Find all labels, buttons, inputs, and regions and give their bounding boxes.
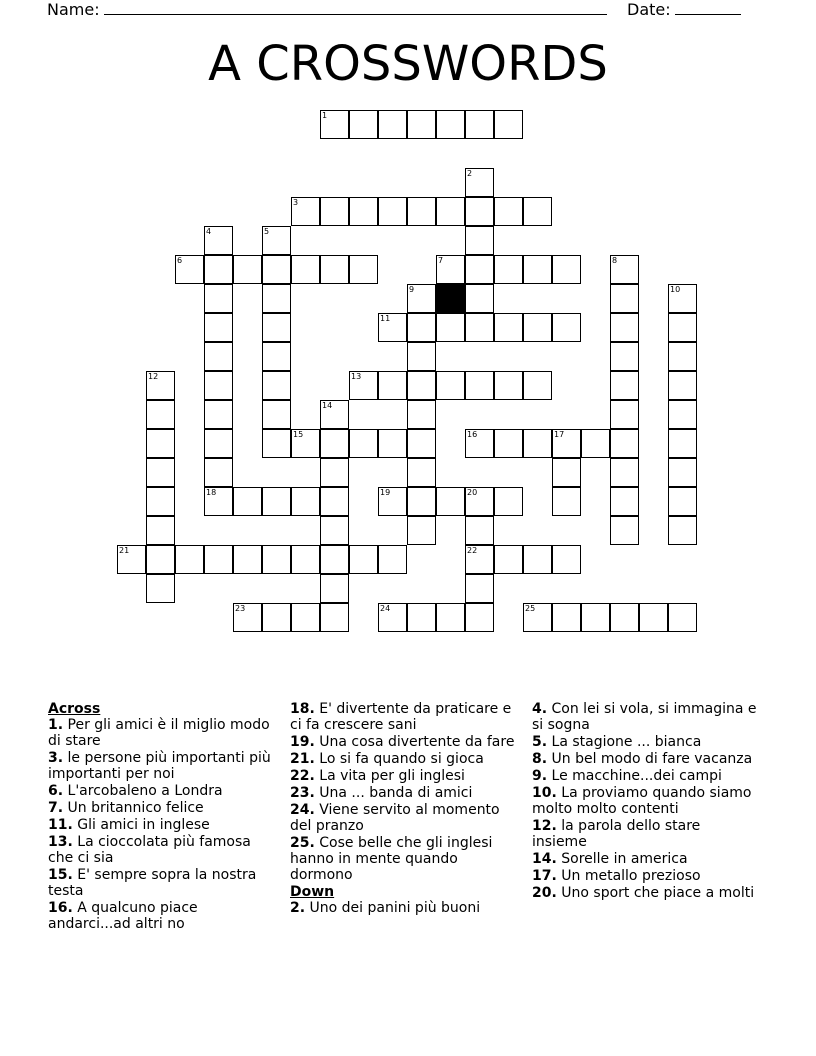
clue-text: E' sempre sopra la nostra testa — [48, 867, 257, 899]
grid-cell[interactable] — [204, 226, 233, 255]
grid-cell[interactable] — [436, 110, 465, 139]
clue-number: 20 — [467, 488, 478, 497]
clue-number: 25 — [525, 604, 536, 613]
clue-number-label: 12. — [532, 818, 557, 834]
grid-cell[interactable] — [320, 255, 349, 284]
grid-cell[interactable] — [552, 603, 581, 632]
grid-cell[interactable] — [668, 487, 697, 516]
grid-cell[interactable] — [610, 516, 639, 545]
clue-text: Lo si fa quando si gioca — [314, 751, 484, 767]
clue — [290, 768, 515, 784]
grid-cell[interactable] — [233, 487, 262, 516]
grid-cell[interactable] — [233, 255, 262, 284]
grid-cell[interactable] — [610, 429, 639, 458]
grid-cell[interactable] — [146, 516, 175, 545]
grid-cell[interactable] — [175, 545, 204, 574]
grid-cell[interactable] — [378, 110, 407, 139]
grid-cell[interactable] — [262, 429, 291, 458]
clue-number-label: 9. — [532, 768, 548, 784]
grid-cell[interactable] — [407, 371, 436, 400]
clue — [532, 885, 757, 901]
grid-cell[interactable] — [552, 487, 581, 516]
grid-cell[interactable] — [465, 574, 494, 603]
grid-cell[interactable] — [378, 313, 407, 342]
grid-cell[interactable] — [262, 487, 291, 516]
clue — [290, 802, 515, 834]
grid-cell[interactable] — [465, 197, 494, 226]
grid-cell[interactable] — [146, 545, 175, 574]
grid-cell[interactable] — [668, 313, 697, 342]
grid-cell[interactable] — [146, 574, 175, 603]
grid-cell[interactable] — [523, 371, 552, 400]
grid-cell[interactable] — [320, 197, 349, 226]
grid-cell[interactable] — [349, 545, 378, 574]
grid-cell[interactable] — [610, 603, 639, 632]
grid-cell[interactable] — [407, 429, 436, 458]
grid-cell[interactable] — [523, 603, 552, 632]
clue-number-label: 5. — [532, 734, 548, 750]
grid-cell[interactable] — [610, 400, 639, 429]
grid-cell[interactable] — [320, 574, 349, 603]
grid-cell[interactable] — [581, 429, 610, 458]
clue-number-label: 15. — [48, 867, 73, 883]
grid-cell[interactable] — [291, 603, 320, 632]
name-label: Name: — [47, 0, 100, 19]
grid-cell[interactable] — [552, 458, 581, 487]
clue-number: 21 — [119, 546, 130, 555]
grid-cell[interactable] — [349, 255, 378, 284]
grid-cell[interactable] — [407, 400, 436, 429]
clue-number-label: 8. — [532, 751, 548, 767]
grid-cell[interactable] — [204, 255, 233, 284]
grid-cell[interactable] — [465, 371, 494, 400]
grid-cell[interactable] — [668, 371, 697, 400]
grid-cell[interactable] — [378, 603, 407, 632]
clue — [290, 734, 515, 750]
grid-cell[interactable] — [610, 458, 639, 487]
clue-number: 13 — [351, 372, 362, 381]
clue-number-label: 22. — [290, 768, 315, 784]
grid-cell[interactable] — [146, 400, 175, 429]
date-field[interactable] — [627, 0, 741, 19]
grid-cell[interactable] — [465, 226, 494, 255]
grid-cell[interactable] — [349, 371, 378, 400]
grid-cell[interactable] — [320, 603, 349, 632]
clue — [290, 900, 515, 916]
clue-text: Uno sport che piace a molti — [556, 885, 755, 901]
grid-cell[interactable] — [407, 342, 436, 371]
grid-cell[interactable] — [204, 400, 233, 429]
clue-number: 18 — [206, 488, 217, 497]
grid-cell[interactable] — [465, 255, 494, 284]
grid-cell[interactable] — [204, 487, 233, 516]
clue — [532, 868, 757, 884]
grid-cell[interactable] — [320, 400, 349, 429]
clue-text: La stagione ... bianca — [547, 734, 702, 750]
grid-cell[interactable] — [436, 313, 465, 342]
grid-cell[interactable] — [233, 603, 262, 632]
clue-text: E' divertente da praticare e ci fa crescere sani — [290, 701, 512, 733]
grid-cell[interactable] — [407, 110, 436, 139]
clue — [532, 751, 757, 767]
grid-cell[interactable] — [175, 255, 204, 284]
grid-cell[interactable] — [610, 255, 639, 284]
grid-cell[interactable] — [436, 255, 465, 284]
clue — [48, 900, 273, 932]
clue-text: La proviamo quando siamo molto molto contenti — [532, 785, 752, 817]
grid-cell[interactable] — [320, 487, 349, 516]
grid-cell[interactable] — [320, 516, 349, 545]
grid-cell[interactable] — [378, 371, 407, 400]
date-label: Date: — [627, 0, 671, 19]
grid-cell[interactable] — [262, 284, 291, 313]
grid-cell[interactable] — [349, 429, 378, 458]
page-title: A CROSSWORDS — [208, 36, 608, 92]
clue-text: le persone più importanti più importanti per noi — [48, 750, 271, 782]
grid-cell[interactable] — [407, 487, 436, 516]
grid-cell[interactable] — [320, 429, 349, 458]
grid-cell[interactable] — [668, 458, 697, 487]
grid-cell[interactable] — [552, 313, 581, 342]
clue-number: 5 — [264, 227, 270, 236]
clue-text: Gli amici in inglese — [72, 817, 210, 833]
grid-cell[interactable] — [146, 429, 175, 458]
clue-text: Un metallo prezioso — [556, 868, 701, 884]
clue — [290, 835, 515, 883]
grid-cell[interactable] — [465, 313, 494, 342]
grid-cell[interactable] — [320, 458, 349, 487]
name-field[interactable] — [47, 0, 607, 19]
clue-number: 4 — [206, 227, 212, 236]
clue-number-label: 3. — [48, 750, 64, 766]
clue-number: 8 — [612, 256, 618, 265]
grid-cell[interactable] — [378, 487, 407, 516]
grid-cell[interactable] — [204, 371, 233, 400]
grid-cell[interactable] — [320, 110, 349, 139]
grid-cell[interactable] — [407, 197, 436, 226]
clue-number: 16 — [467, 430, 478, 439]
grid-cell[interactable] — [523, 313, 552, 342]
grid-cell[interactable] — [523, 197, 552, 226]
clue-text: La vita per gli inglesi — [314, 768, 465, 784]
clue-text: Una ... banda di amici — [314, 785, 473, 801]
grid-cell[interactable] — [610, 284, 639, 313]
grid-cell[interactable] — [668, 603, 697, 632]
grid-cell[interactable] — [465, 284, 494, 313]
clue-number: 23 — [235, 604, 246, 613]
grid-cell[interactable] — [262, 400, 291, 429]
clue-number-label: 7. — [48, 800, 64, 816]
grid-cell[interactable] — [407, 603, 436, 632]
clue-number-label: 24. — [290, 802, 315, 818]
grid-cell[interactable] — [610, 342, 639, 371]
grid-cell[interactable] — [494, 110, 523, 139]
clue-number-label: 25. — [290, 835, 315, 851]
grid-cell[interactable] — [262, 255, 291, 284]
name-underline[interactable] — [104, 0, 607, 15]
clue — [48, 750, 273, 782]
clue-number-label: 17. — [532, 868, 557, 884]
grid-cell[interactable] — [291, 197, 320, 226]
clue-text: Un britannico felice — [63, 800, 204, 816]
clue-number-label: 4. — [532, 701, 548, 717]
clue-text: Sorelle in america — [556, 851, 688, 867]
clue — [532, 734, 757, 750]
grid-cell[interactable] — [494, 429, 523, 458]
clue-text: Per gli amici è il miglio modo di stare — [48, 717, 270, 749]
clue-number: 14 — [322, 401, 333, 410]
grid-cell[interactable] — [668, 284, 697, 313]
grid-cell[interactable] — [668, 400, 697, 429]
grid-cell[interactable] — [465, 429, 494, 458]
clue — [290, 701, 515, 733]
clue-number: 10 — [670, 285, 681, 294]
grid-cell[interactable] — [494, 487, 523, 516]
grid-cell[interactable] — [407, 284, 436, 313]
grid-cell[interactable] — [465, 487, 494, 516]
clue-number-label: 2. — [290, 900, 306, 916]
grid-cell[interactable] — [262, 342, 291, 371]
clue-number: 9 — [409, 285, 415, 294]
grid-cell[interactable] — [523, 255, 552, 284]
clue-number: 6 — [177, 256, 183, 265]
grid-cell[interactable] — [204, 342, 233, 371]
clue-text: Una cosa divertente da fare — [314, 734, 515, 750]
clue-number: 1 — [322, 111, 328, 120]
clue — [290, 751, 515, 767]
grid-cell[interactable] — [378, 429, 407, 458]
grid-cell[interactable] — [349, 110, 378, 139]
clue-text: A qualcuno piace andarci...ad altri no — [48, 900, 198, 932]
clue-text: Un bel modo di fare vacanza — [547, 751, 753, 767]
clue — [48, 817, 273, 833]
grid-cell[interactable] — [146, 458, 175, 487]
clue — [48, 867, 273, 899]
clue-text: la parola dello stare insieme — [532, 818, 701, 850]
clue — [532, 818, 757, 850]
clue — [532, 701, 757, 733]
clue-number: 3 — [293, 198, 299, 207]
clue-number: 19 — [380, 488, 391, 497]
grid-block — [436, 284, 465, 313]
grid-cell[interactable] — [610, 487, 639, 516]
clue-number: 2 — [467, 169, 473, 178]
grid-cell[interactable] — [552, 545, 581, 574]
grid-cell[interactable] — [262, 603, 291, 632]
clues-column-3 — [532, 701, 757, 902]
grid-cell[interactable] — [233, 545, 262, 574]
clue-number-label: 19. — [290, 734, 315, 750]
grid-cell[interactable] — [291, 429, 320, 458]
grid-cell[interactable] — [204, 313, 233, 342]
grid-cell[interactable] — [291, 487, 320, 516]
grid-cell[interactable] — [610, 313, 639, 342]
grid-cell[interactable] — [494, 197, 523, 226]
grid-cell[interactable] — [465, 516, 494, 545]
clue-number-label: 1. — [48, 717, 64, 733]
grid-cell[interactable] — [262, 313, 291, 342]
clue-text: Le macchine...dei campi — [547, 768, 722, 784]
grid-cell[interactable] — [668, 342, 697, 371]
grid-cell[interactable] — [465, 545, 494, 574]
grid-cell[interactable] — [378, 197, 407, 226]
clue-number: 24 — [380, 604, 391, 613]
clue — [48, 834, 273, 866]
grid-cell[interactable] — [668, 429, 697, 458]
clue-number: 12 — [148, 372, 159, 381]
clue — [290, 785, 515, 801]
grid-cell[interactable] — [639, 603, 668, 632]
clue-number: 22 — [467, 546, 478, 555]
grid-cell[interactable] — [407, 516, 436, 545]
grid-cell[interactable] — [204, 545, 233, 574]
grid-cell[interactable] — [436, 371, 465, 400]
down-heading: Down — [290, 884, 335, 900]
grid-cell[interactable] — [494, 371, 523, 400]
grid-cell[interactable] — [581, 603, 610, 632]
grid-cell[interactable] — [291, 255, 320, 284]
grid-cell[interactable] — [610, 371, 639, 400]
grid-cell[interactable] — [668, 516, 697, 545]
clue-number-label: 18. — [290, 701, 315, 717]
clue-number-label: 13. — [48, 834, 73, 850]
grid-cell[interactable] — [465, 110, 494, 139]
grid-cell[interactable] — [262, 226, 291, 255]
clue-number-label: 11. — [48, 817, 73, 833]
grid-cell[interactable] — [204, 429, 233, 458]
clue-number-label: 10. — [532, 785, 557, 801]
clue-number-label: 23. — [290, 785, 315, 801]
clue — [48, 800, 273, 816]
clues-column-2 — [290, 701, 515, 917]
clue-number-label: 21. — [290, 751, 315, 767]
grid-cell[interactable] — [146, 371, 175, 400]
grid-cell[interactable] — [436, 197, 465, 226]
clue-text: Viene servito al momento del pranzo — [290, 802, 500, 834]
across-heading: Across — [48, 701, 101, 717]
clue-number-label: 14. — [532, 851, 557, 867]
grid-cell[interactable] — [436, 487, 465, 516]
grid-cell[interactable] — [436, 603, 465, 632]
grid-cell[interactable] — [291, 545, 320, 574]
grid-cell[interactable] — [146, 487, 175, 516]
clue-number-label: 16. — [48, 900, 73, 916]
grid-cell[interactable] — [320, 545, 349, 574]
grid-cell[interactable] — [262, 371, 291, 400]
clue-number: 7 — [438, 256, 444, 265]
grid-cell[interactable] — [117, 545, 146, 574]
grid-cell[interactable] — [494, 545, 523, 574]
clue — [48, 717, 273, 749]
clue-number: 15 — [293, 430, 304, 439]
clues-column-1 — [48, 701, 273, 933]
grid-cell[interactable] — [349, 197, 378, 226]
grid-cell[interactable] — [378, 545, 407, 574]
grid-cell[interactable] — [523, 429, 552, 458]
grid-cell[interactable] — [204, 458, 233, 487]
clue-number-label: 6. — [48, 783, 64, 799]
clue-text: Cose belle che gli inglesi hanno in mente quando dormono — [290, 835, 493, 883]
clue-number: 17 — [554, 430, 565, 439]
grid-cell[interactable] — [494, 313, 523, 342]
grid-cell[interactable] — [407, 458, 436, 487]
clue-text: La cioccolata più famosa che ci sia — [48, 834, 251, 866]
grid-cell[interactable] — [407, 313, 436, 342]
clue — [48, 783, 273, 799]
clue-text: Uno dei panini più buoni — [305, 900, 481, 916]
clue-number: 11 — [380, 314, 391, 323]
clue — [532, 785, 757, 817]
grid-cell[interactable] — [494, 255, 523, 284]
grid-cell[interactable] — [552, 255, 581, 284]
date-underline[interactable] — [675, 0, 741, 15]
grid-cell[interactable] — [465, 168, 494, 197]
clue-text: Con lei si vola, si immagina e si sogna — [532, 701, 757, 733]
clue — [532, 768, 757, 784]
clue — [532, 851, 757, 867]
grid-cell[interactable] — [552, 429, 581, 458]
clue-number-label: 20. — [532, 885, 557, 901]
grid-cell[interactable] — [465, 603, 494, 632]
grid-cell[interactable] — [262, 545, 291, 574]
clue-text: L'arcobaleno a Londra — [63, 783, 223, 799]
grid-cell[interactable] — [523, 545, 552, 574]
grid-cell[interactable] — [204, 284, 233, 313]
